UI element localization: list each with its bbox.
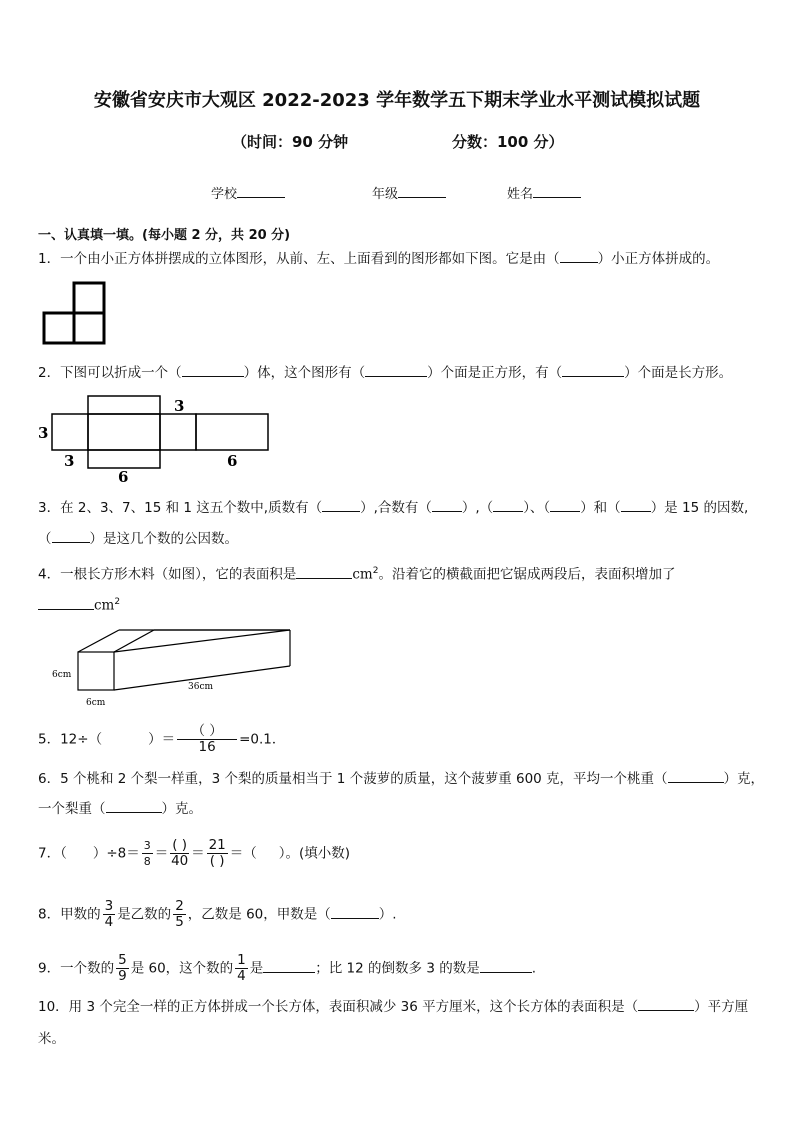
q6-text-c: 一个梨重（ — [38, 801, 106, 817]
q2-text-d: ）个面是长方形。 — [624, 365, 733, 381]
q7-fraction-2 — [170, 838, 189, 869]
school-label: 学校 — [211, 187, 238, 202]
q9-fraction-2-num: 1 — [237, 952, 246, 968]
question-6 — [38, 769, 764, 789]
q3-text: 3．在 2、3、7、15 和 1 这五个数中,质数有（ — [38, 500, 323, 516]
q6-text: 6．5 个桃和 2 个梨一样重，3 个梨的质量相当于 1 个菠萝的质量，这个菠萝重 600 克，平均一个桃重（ — [38, 771, 668, 787]
q4-text: 4．一根长方形木料（如图），它的表面积是 — [38, 566, 297, 583]
name-field[interactable] — [507, 183, 581, 202]
q4-label-height: 6cm — [52, 670, 72, 680]
q3-text-f: ）是 15 的因数, — [650, 500, 749, 516]
grade-label: 年级 — [372, 187, 399, 202]
question-3-line-2 — [38, 529, 238, 549]
q9-fraction-1 — [116, 953, 129, 984]
question-10 — [38, 997, 748, 1017]
q7-fraction-1-num: 3 — [143, 839, 151, 852]
q9-text: 9．一个数的 — [38, 960, 115, 977]
q2-blank-3[interactable] — [562, 364, 624, 377]
exam-score: 分数：100 分） — [452, 133, 564, 151]
q2-label-bottom-right: 6 — [227, 452, 238, 470]
q8-fraction-2-num: 2 — [175, 898, 184, 914]
q4-cuboid-figure — [46, 626, 296, 710]
q8-blank[interactable] — [331, 906, 379, 919]
q9-text-c: 是 — [249, 960, 264, 977]
q10-text-b: ）平方厘 — [694, 999, 749, 1015]
q8-text-d: ）. — [378, 906, 397, 923]
q7-fraction-1-den: 8 — [143, 855, 151, 868]
question-5 — [38, 724, 285, 755]
q4-unit-2-sup: 2 — [114, 597, 121, 607]
q3-blank-2[interactable] — [432, 499, 462, 512]
q3-text-c: ）,（ — [461, 500, 494, 516]
q2-label-top: 3 — [174, 397, 185, 415]
q2-text-b: ）体，这个图形有（ — [243, 365, 366, 381]
q8-fraction-2 — [173, 899, 186, 930]
q3-blank-5[interactable] — [621, 499, 651, 512]
grade-field[interactable] — [372, 183, 446, 202]
q3-blank-4[interactable] — [550, 499, 580, 512]
q8-fraction-1-num: 3 — [104, 898, 114, 914]
q4-text-b: 。沿着它的横截面把它锯成两段后，表面积增加了 — [378, 566, 676, 583]
question-2 — [38, 363, 732, 383]
q7-equals-1: ＝ — [154, 845, 169, 862]
q1-text-end: ）小正方体拼成的。 — [597, 251, 720, 267]
q7-fraction-2-den: 40 — [171, 853, 189, 869]
q2-blank-1[interactable] — [182, 364, 244, 377]
q4-unit-1-sup: 2 — [372, 566, 379, 576]
q5-text: 5．12÷（ — [38, 731, 103, 748]
q9-text-d: ；比 12 的倒数多 3 的数是 — [315, 960, 480, 977]
q4-blank-1[interactable] — [296, 566, 352, 579]
q7-text-b: ）÷8＝ — [92, 845, 140, 862]
q7-text-c: ＝（ — [229, 845, 257, 862]
q4-unit-2: cm — [94, 597, 115, 614]
q5-numerator[interactable]: （ ） — [177, 724, 237, 740]
q4-unit-1: cm — [352, 566, 373, 583]
question-1 — [38, 249, 719, 269]
question-10-line-2: 米。 — [38, 1031, 65, 1047]
q8-text: 8．甲数的 — [38, 906, 101, 923]
q4-blank-2[interactable] — [38, 597, 94, 610]
q2-label-bottom-left: 3 — [64, 452, 75, 470]
q5-text-c: =0.1． — [239, 731, 286, 748]
q8-fraction-1 — [103, 899, 116, 930]
q2-label-left: 3 — [38, 424, 49, 442]
q7-text-d: ）。(填小数) — [278, 845, 351, 862]
q5-denominator: 16 — [198, 739, 216, 755]
exam-time: （时间：90 分钟 — [232, 133, 349, 151]
q9-blank-2[interactable] — [480, 960, 532, 973]
q4-label-width: 6cm — [86, 698, 106, 708]
page-title: 安徽省安庆市大观区 2022-2023 学年数学五下期末学业水平测试模拟试题 — [93, 90, 701, 111]
q1-cube-view-figure — [38, 280, 110, 346]
q2-net-figure — [36, 392, 276, 484]
question-6-line-2 — [38, 799, 202, 819]
question-4-line-2 — [38, 592, 120, 616]
q1-text: 1．一个由小正方体拼摆成的立体图形，从前、左、上面看到的图形都如下图。它是由（ — [38, 251, 560, 267]
q6-text-d: ）克。 — [161, 801, 202, 817]
q7-fraction-2-num[interactable]: ( ) — [172, 837, 188, 853]
school-field[interactable] — [211, 183, 285, 202]
question-4 — [38, 561, 675, 585]
q9-blank-1[interactable] — [263, 960, 315, 973]
name-label: 姓名 — [507, 187, 534, 202]
q8-fraction-1-den: 4 — [104, 914, 114, 930]
q9-fraction-1-num: 5 — [118, 952, 127, 968]
q3-blank-3[interactable] — [493, 499, 523, 512]
q3-text-d: ）、（ — [523, 500, 551, 516]
q7-fraction-1 — [142, 838, 153, 869]
q8-text-b: 是乙数的 — [117, 906, 172, 923]
q6-blank-1[interactable] — [668, 770, 724, 783]
q7-fraction-3-den[interactable]: ( ) — [209, 853, 225, 869]
q3-text-g: （ — [38, 531, 52, 547]
q2-label-bottom-mid: 6 — [118, 468, 129, 484]
question-9 — [38, 953, 536, 984]
q3-blank-1[interactable] — [322, 499, 360, 512]
q7-fraction-3 — [207, 838, 228, 869]
q9-fraction-2-den: 4 — [237, 968, 246, 984]
q3-blank-6[interactable] — [52, 530, 90, 543]
q9-fraction-2 — [235, 953, 248, 984]
q6-text-b: ）克， — [723, 771, 765, 787]
q9-fraction-1-den: 9 — [118, 968, 127, 984]
q2-text-c: ）个面是正方形，有（ — [427, 365, 563, 381]
q9-text-b: 是 60，这个数的 — [130, 960, 234, 977]
question-7 — [38, 838, 350, 869]
q3-text-e: ）和（ — [580, 500, 621, 516]
q5-fraction — [177, 724, 237, 755]
q2-text: 2．下图可以折成一个（ — [38, 365, 182, 381]
q9-text-e: . — [531, 960, 536, 977]
q10-text: 10．用 3 个完全一样的正方体拼成一个长方体，表面积减少 36 平方厘米，这个长方体的表面积是（ — [38, 999, 639, 1015]
q8-fraction-2-den: 5 — [175, 914, 184, 930]
q10-blank[interactable] — [638, 998, 694, 1011]
q2-blank-2[interactable] — [365, 364, 427, 377]
q3-text-h: ）是这几个数的公因数。 — [89, 531, 238, 547]
question-3 — [38, 498, 748, 518]
q4-label-length: 36cm — [188, 682, 214, 692]
q1-blank[interactable] — [560, 250, 598, 263]
q8-text-c: ，乙数是 60，甲数是（ — [187, 906, 331, 923]
section-heading: 一、认真填一填。(每小题 2 分，共 20 分) — [38, 228, 291, 243]
question-8 — [38, 899, 397, 930]
q3-text-b: ）,合数有（ — [360, 500, 432, 516]
q7-fraction-3-num: 21 — [208, 837, 226, 853]
q7-equals-2: ＝ — [191, 845, 205, 862]
q6-blank-2[interactable] — [106, 800, 162, 813]
q5-text-b: ）＝ — [148, 731, 176, 748]
q7-text: 7．（ — [38, 845, 67, 862]
